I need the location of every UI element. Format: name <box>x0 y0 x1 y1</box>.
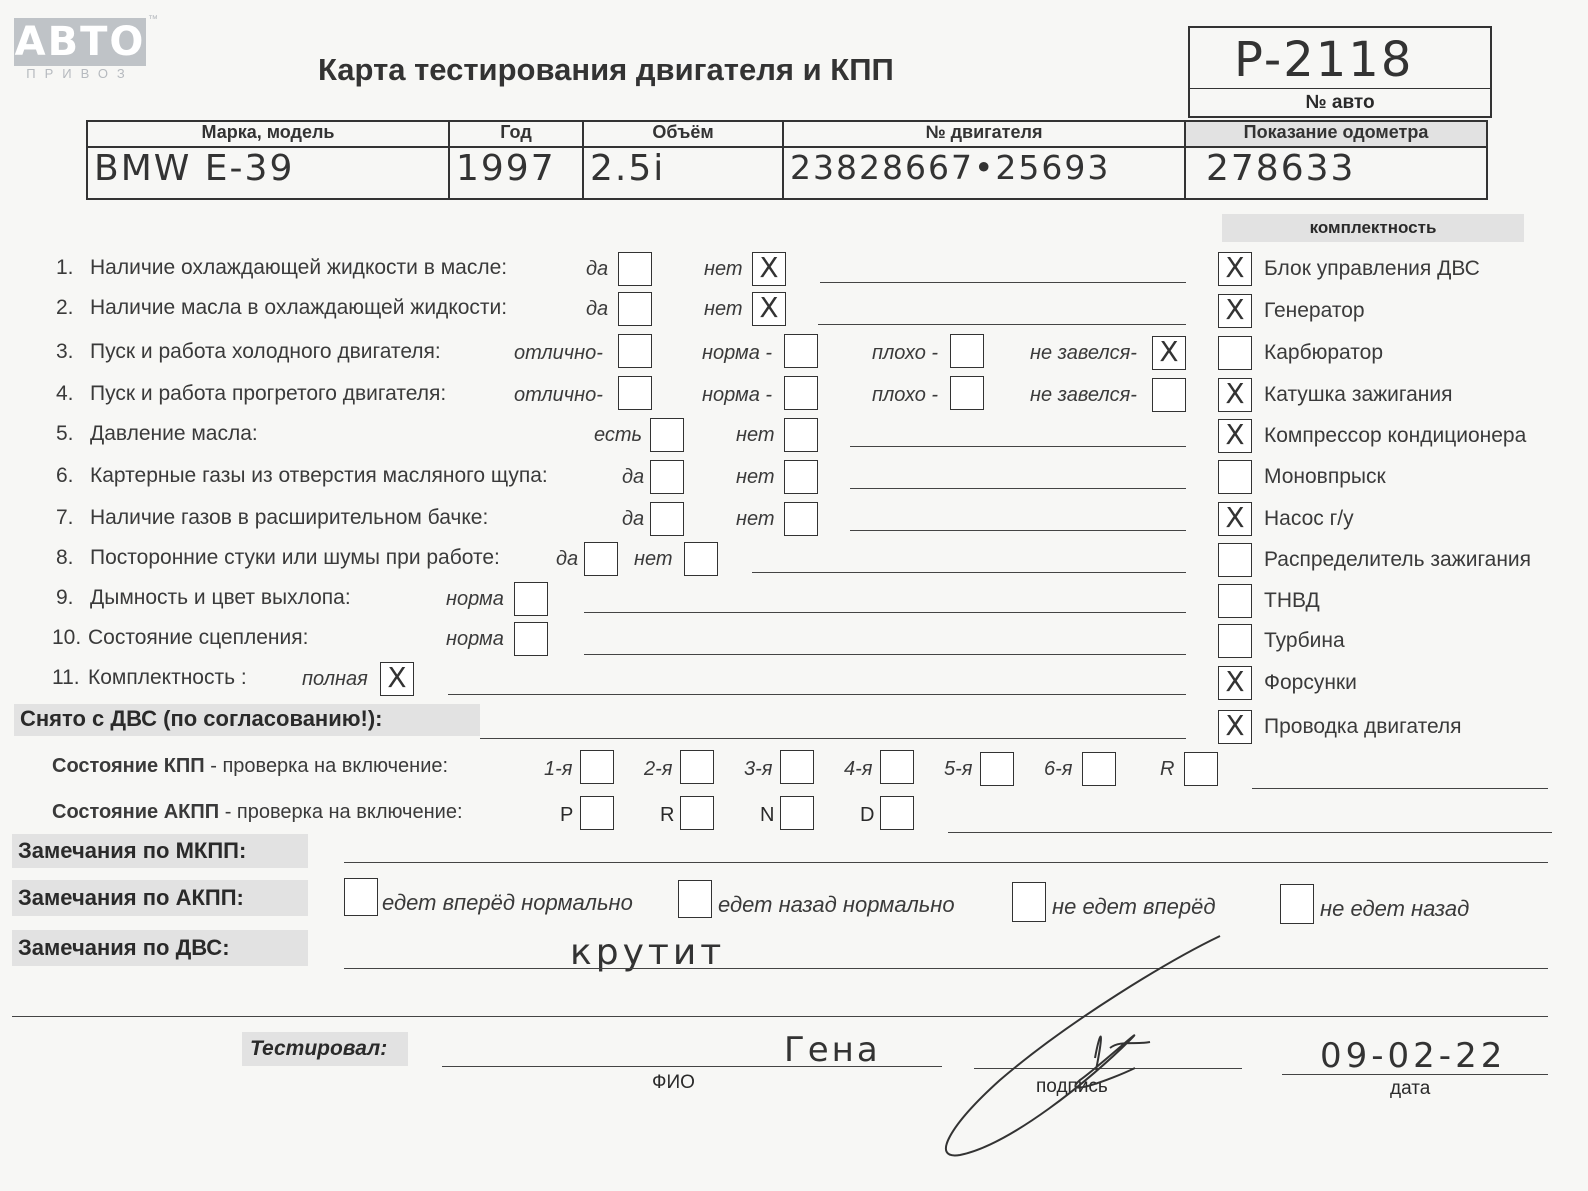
kpp-label-bold: Состояние КПП <box>52 755 205 777</box>
fio-label: ФИО <box>652 1072 695 1093</box>
q11-opt1-checkbox[interactable]: X <box>380 662 414 696</box>
akpp-gear-label: N <box>760 804 775 826</box>
list-item <box>1218 378 1558 414</box>
list-item <box>1218 666 1558 702</box>
kpp-gear-label: 4-я <box>844 758 873 780</box>
q1-line <box>820 282 1186 283</box>
komplekt-label: Насос г/у <box>1264 507 1354 530</box>
kpp-gear-label: 3-я <box>744 758 773 780</box>
page-title: Карта тестирования двигателя и КПП <box>318 52 894 87</box>
q4-opt4-checkbox[interactable] <box>1152 378 1186 412</box>
akpp-label-bold: Состояние АКПП <box>52 801 220 823</box>
kpp-gear-checkbox[interactable] <box>1184 752 1218 786</box>
akpp-remark-checkbox[interactable] <box>344 878 378 916</box>
q11-text: Комплектность : <box>88 666 247 689</box>
kpp-gear-label: 6-я <box>1044 758 1073 780</box>
q7-opt2-label: нет <box>736 508 775 530</box>
q2-number: 2. <box>56 296 74 319</box>
q10-opt1-label: норма <box>446 628 504 650</box>
akpp-remark-label: не едет вперёд <box>1052 894 1216 919</box>
q9-opt1-checkbox[interactable] <box>514 582 548 616</box>
q4-opt2-checkbox[interactable] <box>784 376 818 410</box>
q3-opt2-checkbox[interactable] <box>784 334 818 368</box>
removed-line <box>480 738 1186 739</box>
akpp-gear-checkbox[interactable] <box>680 796 714 830</box>
checkbox[interactable]: X <box>1218 378 1252 412</box>
q4-opt1-label: отлично- <box>514 384 603 406</box>
q2-opt1-label: да <box>586 298 609 320</box>
checkbox[interactable]: X <box>1218 252 1252 286</box>
q1-opt2-label: нет <box>704 258 743 280</box>
remarks-akpp-label: Замечания по АКПП: <box>12 880 308 916</box>
q5-number: 5. <box>56 422 74 445</box>
value-engine-no: 23828667•25693 <box>790 148 1111 187</box>
q3-opt2-label: норма - <box>702 342 773 364</box>
q3-opt4-label: не завелся- <box>1030 342 1137 364</box>
auto-number-value: P-2118 <box>1234 32 1414 88</box>
akpp-gear-label: D <box>860 804 875 826</box>
checkbox[interactable] <box>1218 624 1252 658</box>
checkbox[interactable]: X <box>1218 502 1252 536</box>
q10-number: 10. <box>52 626 82 649</box>
q4-opt3-label: плохо - <box>872 384 939 406</box>
q6-opt1-checkbox[interactable] <box>650 460 684 494</box>
akpp-label-rest: - проверка на включение: <box>219 801 463 823</box>
akpp-remark-checkbox[interactable] <box>1012 882 1046 922</box>
trademark: ™ <box>148 14 158 25</box>
q2-text: Наличие масла в охлаждающей жидкости: <box>90 296 508 319</box>
q9-line <box>584 612 1186 613</box>
q3-number: 3. <box>56 340 74 363</box>
komplekt-label: Форсунки <box>1264 671 1357 694</box>
logo: АВТО <box>14 19 146 65</box>
q7-text: Наличие газов в расширительном бачке: <box>90 506 489 529</box>
q1-opt2-checkbox[interactable]: X <box>752 252 786 286</box>
q7-opt1-label: да <box>622 508 645 530</box>
header-volume: Объём <box>652 122 714 142</box>
q6-opt1-label: да <box>622 466 645 488</box>
komplekt-label: Компрессор кондиционера <box>1264 424 1527 447</box>
q8-text: Посторонние стуки или шумы при работе: <box>90 546 500 569</box>
akpp-gear-checkbox[interactable] <box>880 796 914 830</box>
q10-opt1-checkbox[interactable] <box>514 622 548 656</box>
q5-line <box>850 446 1186 447</box>
q5-text: Давление масла: <box>90 422 258 445</box>
komplekt-title: комплектность <box>1222 214 1524 242</box>
kpp-gear-label: 2-я <box>644 758 673 780</box>
value-year: 1997 <box>456 148 556 189</box>
tested-label: Тестировал: <box>242 1032 408 1066</box>
komplekt-label: Катушка зажигания <box>1264 383 1453 406</box>
q2-opt2-label: нет <box>704 298 743 320</box>
akpp-remark-checkbox[interactable] <box>678 880 712 918</box>
fio-line <box>442 1066 942 1067</box>
akpp-line <box>948 832 1552 833</box>
q4-opt1-checkbox[interactable] <box>618 376 652 410</box>
logo-subtitle: ПРИВОЗ <box>26 66 134 81</box>
akpp-remark-label: едет вперёд нормально <box>382 890 633 915</box>
q3-opt1-label: отлично- <box>514 342 603 364</box>
list-item <box>1218 336 1558 372</box>
kpp-gear-checkbox[interactable] <box>680 750 714 784</box>
kpp-gear-label: 1-я <box>544 758 573 780</box>
q5-opt1-checkbox[interactable] <box>650 418 684 452</box>
q2-opt1-checkbox[interactable] <box>618 292 652 326</box>
list-item <box>1218 584 1558 620</box>
q6-number: 6. <box>56 464 74 487</box>
value-volume: 2.5i <box>590 148 666 189</box>
q4-text: Пуск и работа прогретого двигателя: <box>90 382 447 405</box>
akpp-gear-label: P <box>560 804 574 826</box>
checkbox[interactable]: X <box>1218 419 1252 453</box>
remarks-dvs-value: крутит <box>570 932 726 973</box>
q5-opt1-label: есть <box>594 424 643 446</box>
list-item <box>1218 502 1558 538</box>
q11-opt1-label: полная <box>302 668 368 690</box>
removed-label: Снято с ДВС (по согласованию!): <box>14 704 480 736</box>
remarks-mkpp-label: Замечания по МКПП: <box>12 834 308 868</box>
date-value: 09-02-22 <box>1320 1036 1507 1076</box>
q1-opt1-checkbox[interactable] <box>618 252 652 286</box>
q4-opt2-label: норма - <box>702 384 773 406</box>
kpp-line <box>1252 788 1548 789</box>
komplekt-label: Моновпрыск <box>1264 465 1386 488</box>
q1-opt1-label: да <box>586 258 609 280</box>
value-odometer: 278633 <box>1206 148 1356 189</box>
komplekt-label: Турбина <box>1264 629 1345 652</box>
q8-number: 8. <box>56 546 74 569</box>
q2-line <box>818 324 1186 325</box>
q5-opt2-label: нет <box>736 424 775 446</box>
q6-opt2-checkbox[interactable] <box>784 460 818 494</box>
akpp-gear-label: R <box>660 804 675 826</box>
checkbox[interactable] <box>1218 543 1252 577</box>
checkbox[interactable] <box>1218 460 1252 494</box>
auto-number-box <box>1188 26 1492 118</box>
akpp-gear-checkbox[interactable] <box>580 796 614 830</box>
komplekt-label: Распределитель зажигания <box>1264 548 1532 571</box>
q6-line <box>850 488 1186 489</box>
q7-opt1-checkbox[interactable] <box>650 502 684 536</box>
kpp-gear-checkbox[interactable] <box>1082 752 1116 786</box>
date-line <box>1282 1074 1548 1075</box>
komplekt-label: Карбюратор <box>1264 341 1384 364</box>
date-label: дата <box>1390 1078 1431 1099</box>
komplekt-label: Проводка двигателя <box>1264 715 1462 738</box>
signature-drawing <box>920 930 1240 1170</box>
list-item <box>1218 624 1558 660</box>
header-engine-no: № двигателя <box>925 122 1043 142</box>
value-model: BMW E-39 <box>94 148 295 189</box>
q11-line <box>448 694 1186 695</box>
list-item <box>1218 419 1558 455</box>
q4-opt3-checkbox[interactable] <box>950 376 984 410</box>
akpp-remark-checkbox[interactable] <box>1280 884 1314 924</box>
header-odometer: Показание одометра <box>1243 122 1429 142</box>
q3-opt1-checkbox[interactable] <box>618 334 652 368</box>
q3-text: Пуск и работа холодного двигателя: <box>90 340 441 363</box>
akpp-gear-checkbox[interactable] <box>780 796 814 830</box>
kpp-gear-checkbox[interactable] <box>880 750 914 784</box>
list-item <box>1218 294 1558 330</box>
checkbox[interactable] <box>1218 336 1252 370</box>
q1-number: 1. <box>56 256 74 279</box>
signature-label: подпись <box>1036 1076 1108 1097</box>
komplekt-label: ТНВД <box>1264 589 1320 612</box>
q4-opt4-label: не завелся- <box>1030 384 1137 406</box>
q3-opt4-checkbox[interactable]: X <box>1152 336 1186 370</box>
q8-opt1-label: да <box>556 548 579 570</box>
q6-opt2-label: нет <box>736 466 775 488</box>
akpp-remark-label: не едет назад <box>1320 896 1470 921</box>
q7-number: 7. <box>56 506 74 529</box>
kpp-gear-label: 5-я <box>944 758 973 780</box>
vehicle-table <box>86 120 1488 200</box>
checkbox[interactable]: X <box>1218 710 1252 744</box>
kpp-gear-checkbox[interactable] <box>780 750 814 784</box>
list-item <box>1218 460 1558 496</box>
checkbox[interactable]: X <box>1218 666 1252 700</box>
q1-text: Наличие охлаждающей жидкости в масле: <box>90 256 508 279</box>
kpp-label <box>52 755 448 778</box>
list-item <box>1218 710 1558 746</box>
q3-opt3-label: плохо - <box>872 342 939 364</box>
q3-opt3-checkbox[interactable] <box>950 334 984 368</box>
list-item <box>1218 252 1558 288</box>
kpp-gear-checkbox[interactable] <box>580 750 614 784</box>
q8-line <box>752 572 1186 573</box>
kpp-label-rest: - проверка на включение: <box>204 755 449 777</box>
q11-number: 11. <box>52 666 80 689</box>
q8-opt2-label: нет <box>634 548 673 570</box>
auto-number-label: № авто <box>1305 92 1375 113</box>
remarks-dvs-label: Замечания по ДВС: <box>12 930 308 966</box>
divider <box>12 1016 1548 1017</box>
komplekt-label: Генератор <box>1264 299 1365 322</box>
tester-name: Гена <box>784 1030 881 1070</box>
kpp-gear-label: R <box>1160 758 1175 780</box>
header-year: Год <box>500 122 532 142</box>
q7-line <box>850 530 1186 531</box>
q8-opt2-checkbox[interactable] <box>684 542 718 576</box>
q6-text: Картерные газы из отверстия масляного щупа: <box>90 464 548 487</box>
q4-number: 4. <box>56 382 74 405</box>
q5-opt2-checkbox[interactable] <box>784 418 818 452</box>
q9-text: Дымность и цвет выхлопа: <box>90 586 351 609</box>
q9-opt1-label: норма <box>446 588 504 610</box>
list-item <box>1218 543 1558 579</box>
kpp-gear-checkbox[interactable] <box>980 752 1014 786</box>
remarks-mkpp-line <box>344 862 1548 863</box>
checkbox[interactable] <box>1218 584 1252 618</box>
akpp-remark-label: едет назад нормально <box>718 892 955 917</box>
header-model: Марка, модель <box>201 122 335 142</box>
komplekt-label: Блок управления ДВС <box>1264 257 1480 280</box>
q2-opt2-checkbox[interactable]: X <box>752 292 786 326</box>
q10-line <box>584 654 1186 655</box>
q10-text: Состояние сцепления: <box>88 626 309 649</box>
q9-number: 9. <box>56 586 74 609</box>
akpp-label <box>52 801 463 824</box>
checkbox[interactable]: X <box>1218 294 1252 328</box>
q7-opt2-checkbox[interactable] <box>784 502 818 536</box>
q8-opt1-checkbox[interactable] <box>584 542 618 576</box>
